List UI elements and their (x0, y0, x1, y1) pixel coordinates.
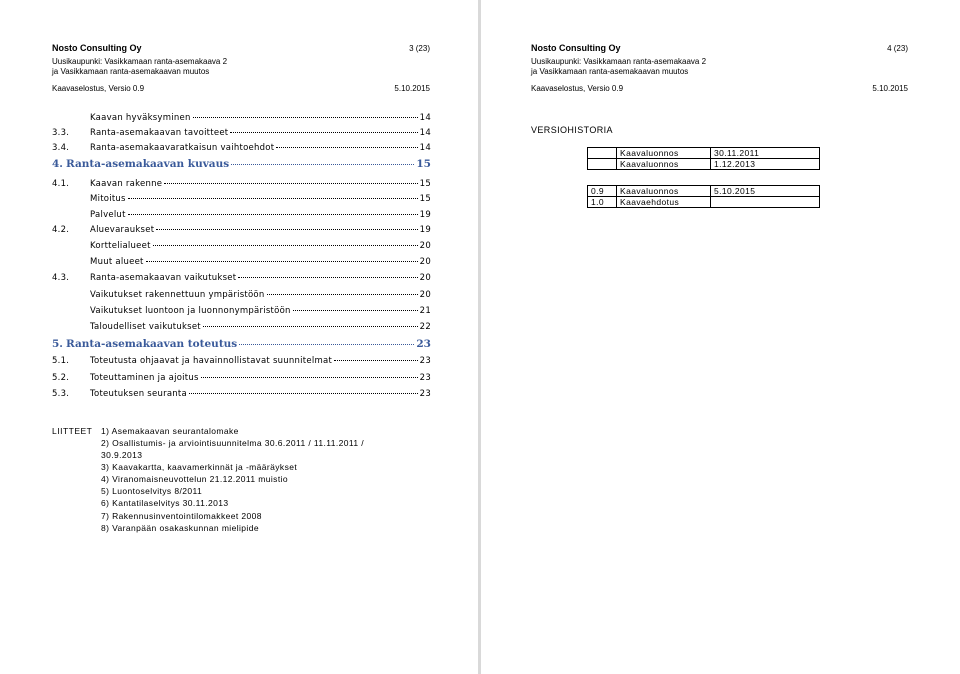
toc-entry-title: Vaikutukset rakennettuun ympäristöön (90, 290, 265, 300)
toc-entry-page: 15 (419, 179, 431, 189)
toc-entry-title: Vaikutukset luontoon ja luonnonympäristöön (90, 306, 291, 316)
appendix-item: 7) Rakennusinventointilomakkeet 2008 (101, 511, 262, 521)
page-number: 3 (23) (409, 44, 430, 53)
version-date-cell: 5.10.2015 (711, 186, 820, 197)
version-date-cell (711, 197, 820, 208)
toc-leader-dots (156, 229, 417, 230)
company-name: Nosto Consulting Oy (52, 43, 142, 53)
toc-leader-dots (239, 344, 414, 345)
toc-entry[interactable] (52, 389, 431, 403)
toc-leader-dots (189, 393, 418, 394)
toc-entry-title: Kaavan hyväksyminen (90, 113, 191, 123)
toc-leader-dots (153, 245, 418, 246)
toc-entry-number: 4. (52, 158, 63, 170)
version-version-cell (588, 148, 617, 159)
toc-entry-number: 5.3. (52, 389, 70, 399)
toc-entry-title: Palvelut (90, 210, 126, 220)
toc-entry-title: Toteuttaminen ja ajoitus (90, 373, 199, 383)
toc-leader-dots (276, 147, 417, 148)
version-row (588, 159, 820, 170)
version-stage-cell: Kaavaluonnos (617, 159, 711, 170)
toc-entry[interactable] (52, 306, 431, 320)
toc-entry[interactable] (52, 128, 431, 142)
toc-entry-page: 23 (419, 356, 431, 366)
page-number: 4 (23) (887, 44, 908, 53)
version-date-cell: 1.12.2013 (711, 159, 820, 170)
toc-entry-page: 20 (419, 273, 431, 283)
subtitle-line-2: ja Vasikkamaan ranta-asemakaavan muutos (52, 67, 210, 76)
toc-entry-number: 5. (52, 338, 63, 350)
version-row (588, 148, 820, 159)
toc-leader-dots (238, 277, 417, 278)
versiohistoria-title: VERSIOHISTORIA (531, 125, 613, 135)
toc-entry[interactable] (52, 158, 431, 172)
toc-entry-title: Ranta-asemakaavan kuvaus (66, 158, 230, 170)
appendix-item: 2) Osallistumis- ja arviointisuunnitelma 30.6.2011 / 11.11.2011 / (101, 438, 365, 448)
toc-entry-title: Mitoitus (90, 194, 126, 204)
toc-entry-page: 20 (419, 241, 431, 251)
toc-entry[interactable] (52, 322, 431, 336)
toc-entry[interactable] (52, 225, 431, 239)
version-date-cell: 30.11.2011 (711, 148, 820, 159)
toc-entry-page: 19 (419, 210, 431, 220)
toc-leader-dots (146, 261, 418, 262)
version-version-cell: 1.0 (588, 197, 617, 208)
toc-entry-title: Korttelialueet (90, 241, 151, 251)
toc-entry-page: 19 (419, 225, 431, 235)
version-date-cell (711, 170, 820, 186)
toc-entry-title: Ranta-asemakaavan tavoitteet (90, 128, 229, 138)
version-stage-cell: Kaavaluonnos (617, 186, 711, 197)
toc-entry[interactable] (52, 194, 431, 208)
version-version-cell: 0.9 (588, 186, 617, 197)
toc-entry-number: 4.1. (52, 179, 70, 189)
toc-entry-page: 23 (416, 338, 431, 350)
toc-entry-page: 23 (419, 389, 431, 399)
document-page-left (0, 0, 478, 674)
version-version-cell (588, 159, 617, 170)
doc-date: 5.10.2015 (394, 84, 430, 93)
toc-entry-title: Taloudelliset vaikutukset (90, 322, 201, 332)
doc-version: Kaavaselostus, Versio 0.9 (52, 84, 145, 93)
version-stage-cell (617, 170, 711, 186)
appendix-item: 30.9.2013 (101, 450, 143, 460)
version-row (588, 170, 820, 186)
document-page-right (481, 0, 960, 674)
version-stage-cell: Kaavaehdotus (617, 197, 711, 208)
toc-entry[interactable] (52, 338, 431, 352)
toc-entry-title: Muut alueet (90, 257, 144, 267)
appendix-item: 4) Viranomaisneuvottelun 21.12.2011 muistio (101, 474, 288, 484)
version-stage-cell: Kaavaluonnos (617, 148, 711, 159)
toc-entry-number: 4.3. (52, 273, 70, 283)
appendix-item: 6) Kantatilaselvitys 30.11.2013 (101, 498, 229, 508)
toc-entry-page: 23 (419, 373, 431, 383)
appendix-item: 5) Luontoselvitys 8/2011 (101, 486, 203, 496)
toc-leader-dots (230, 132, 417, 133)
toc-entry-page: 14 (419, 113, 431, 123)
appendix-item: 8) Varanpään osakaskunnan mielipide (101, 523, 259, 533)
toc-entry-page: 22 (419, 322, 431, 332)
subtitle-line-2: ja Vasikkamaan ranta-asemakaavan muutos (531, 67, 689, 76)
version-history-table (587, 147, 820, 208)
toc-entry-page: 21 (419, 306, 431, 316)
liitteet-label: LIITTEET (52, 426, 93, 436)
version-version-cell (588, 170, 617, 186)
toc-leader-dots (267, 294, 418, 295)
toc-leader-dots (164, 183, 417, 184)
toc-entry[interactable] (52, 373, 431, 387)
toc-entry-page: 20 (419, 290, 431, 300)
appendix-item: 3) Kaavakartta, kaavamerkinnät ja -määräykset (101, 462, 298, 472)
toc-entry-title: Kaavan rakenne (90, 179, 163, 189)
toc-entry-number: 3.3. (52, 128, 70, 138)
doc-version: Kaavaselostus, Versio 0.9 (531, 84, 624, 93)
toc-entry-page: 20 (419, 257, 431, 267)
toc-entry[interactable] (52, 113, 431, 127)
toc-entry[interactable] (52, 210, 431, 224)
toc-entry-page: 14 (419, 143, 431, 153)
toc-entry-title: Ranta-asemakaavan vaikutukset (90, 273, 237, 283)
toc-entry-number: 5.1. (52, 356, 70, 366)
company-name: Nosto Consulting Oy (531, 43, 621, 53)
toc-leader-dots (128, 214, 418, 215)
toc-leader-dots (203, 326, 418, 327)
toc-entry[interactable] (52, 241, 431, 255)
toc-entry-number: 4.2. (52, 225, 70, 235)
toc-entry[interactable] (52, 179, 431, 193)
toc-entry-title: Ranta-asemakaavan toteutus (66, 338, 238, 350)
toc-entry-title: Aluevaraukset (90, 225, 155, 235)
toc-entry-page: 15 (416, 158, 431, 170)
toc-entry[interactable] (52, 257, 431, 271)
toc-entry-page: 15 (419, 194, 431, 204)
toc-entry-title: Ranta-asemakaavaratkaisun vaihtoehdot (90, 143, 275, 153)
toc-entry[interactable] (52, 273, 431, 287)
subtitle-line-1: Uusikaupunki: Vasikkamaan ranta-asemakaava 2 (531, 57, 707, 66)
toc-leader-dots (201, 377, 418, 378)
version-row (588, 197, 820, 208)
doc-date: 5.10.2015 (872, 84, 908, 93)
toc-entry-number: 3.4. (52, 143, 70, 153)
toc-leader-dots (193, 117, 418, 118)
toc-entry-title: Toteutuksen seuranta (90, 389, 187, 399)
toc-entry-number: 5.2. (52, 373, 70, 383)
toc-entry[interactable] (52, 290, 431, 304)
toc-entry-page: 14 (419, 128, 431, 138)
toc-leader-dots (128, 198, 418, 199)
toc-leader-dots (231, 164, 414, 165)
toc-leader-dots (293, 310, 418, 311)
toc-entry[interactable] (52, 143, 431, 157)
appendix-item: 1) Asemakaavan seurantalomake (101, 426, 239, 436)
version-row (588, 186, 820, 197)
toc-leader-dots (334, 360, 418, 361)
toc-entry[interactable] (52, 356, 431, 370)
subtitle-line-1: Uusikaupunki: Vasikkamaan ranta-asemakaava 2 (52, 57, 228, 66)
toc-entry-title: Toteutusta ohjaavat ja havainnollistavat suunnitelmat (90, 356, 333, 366)
